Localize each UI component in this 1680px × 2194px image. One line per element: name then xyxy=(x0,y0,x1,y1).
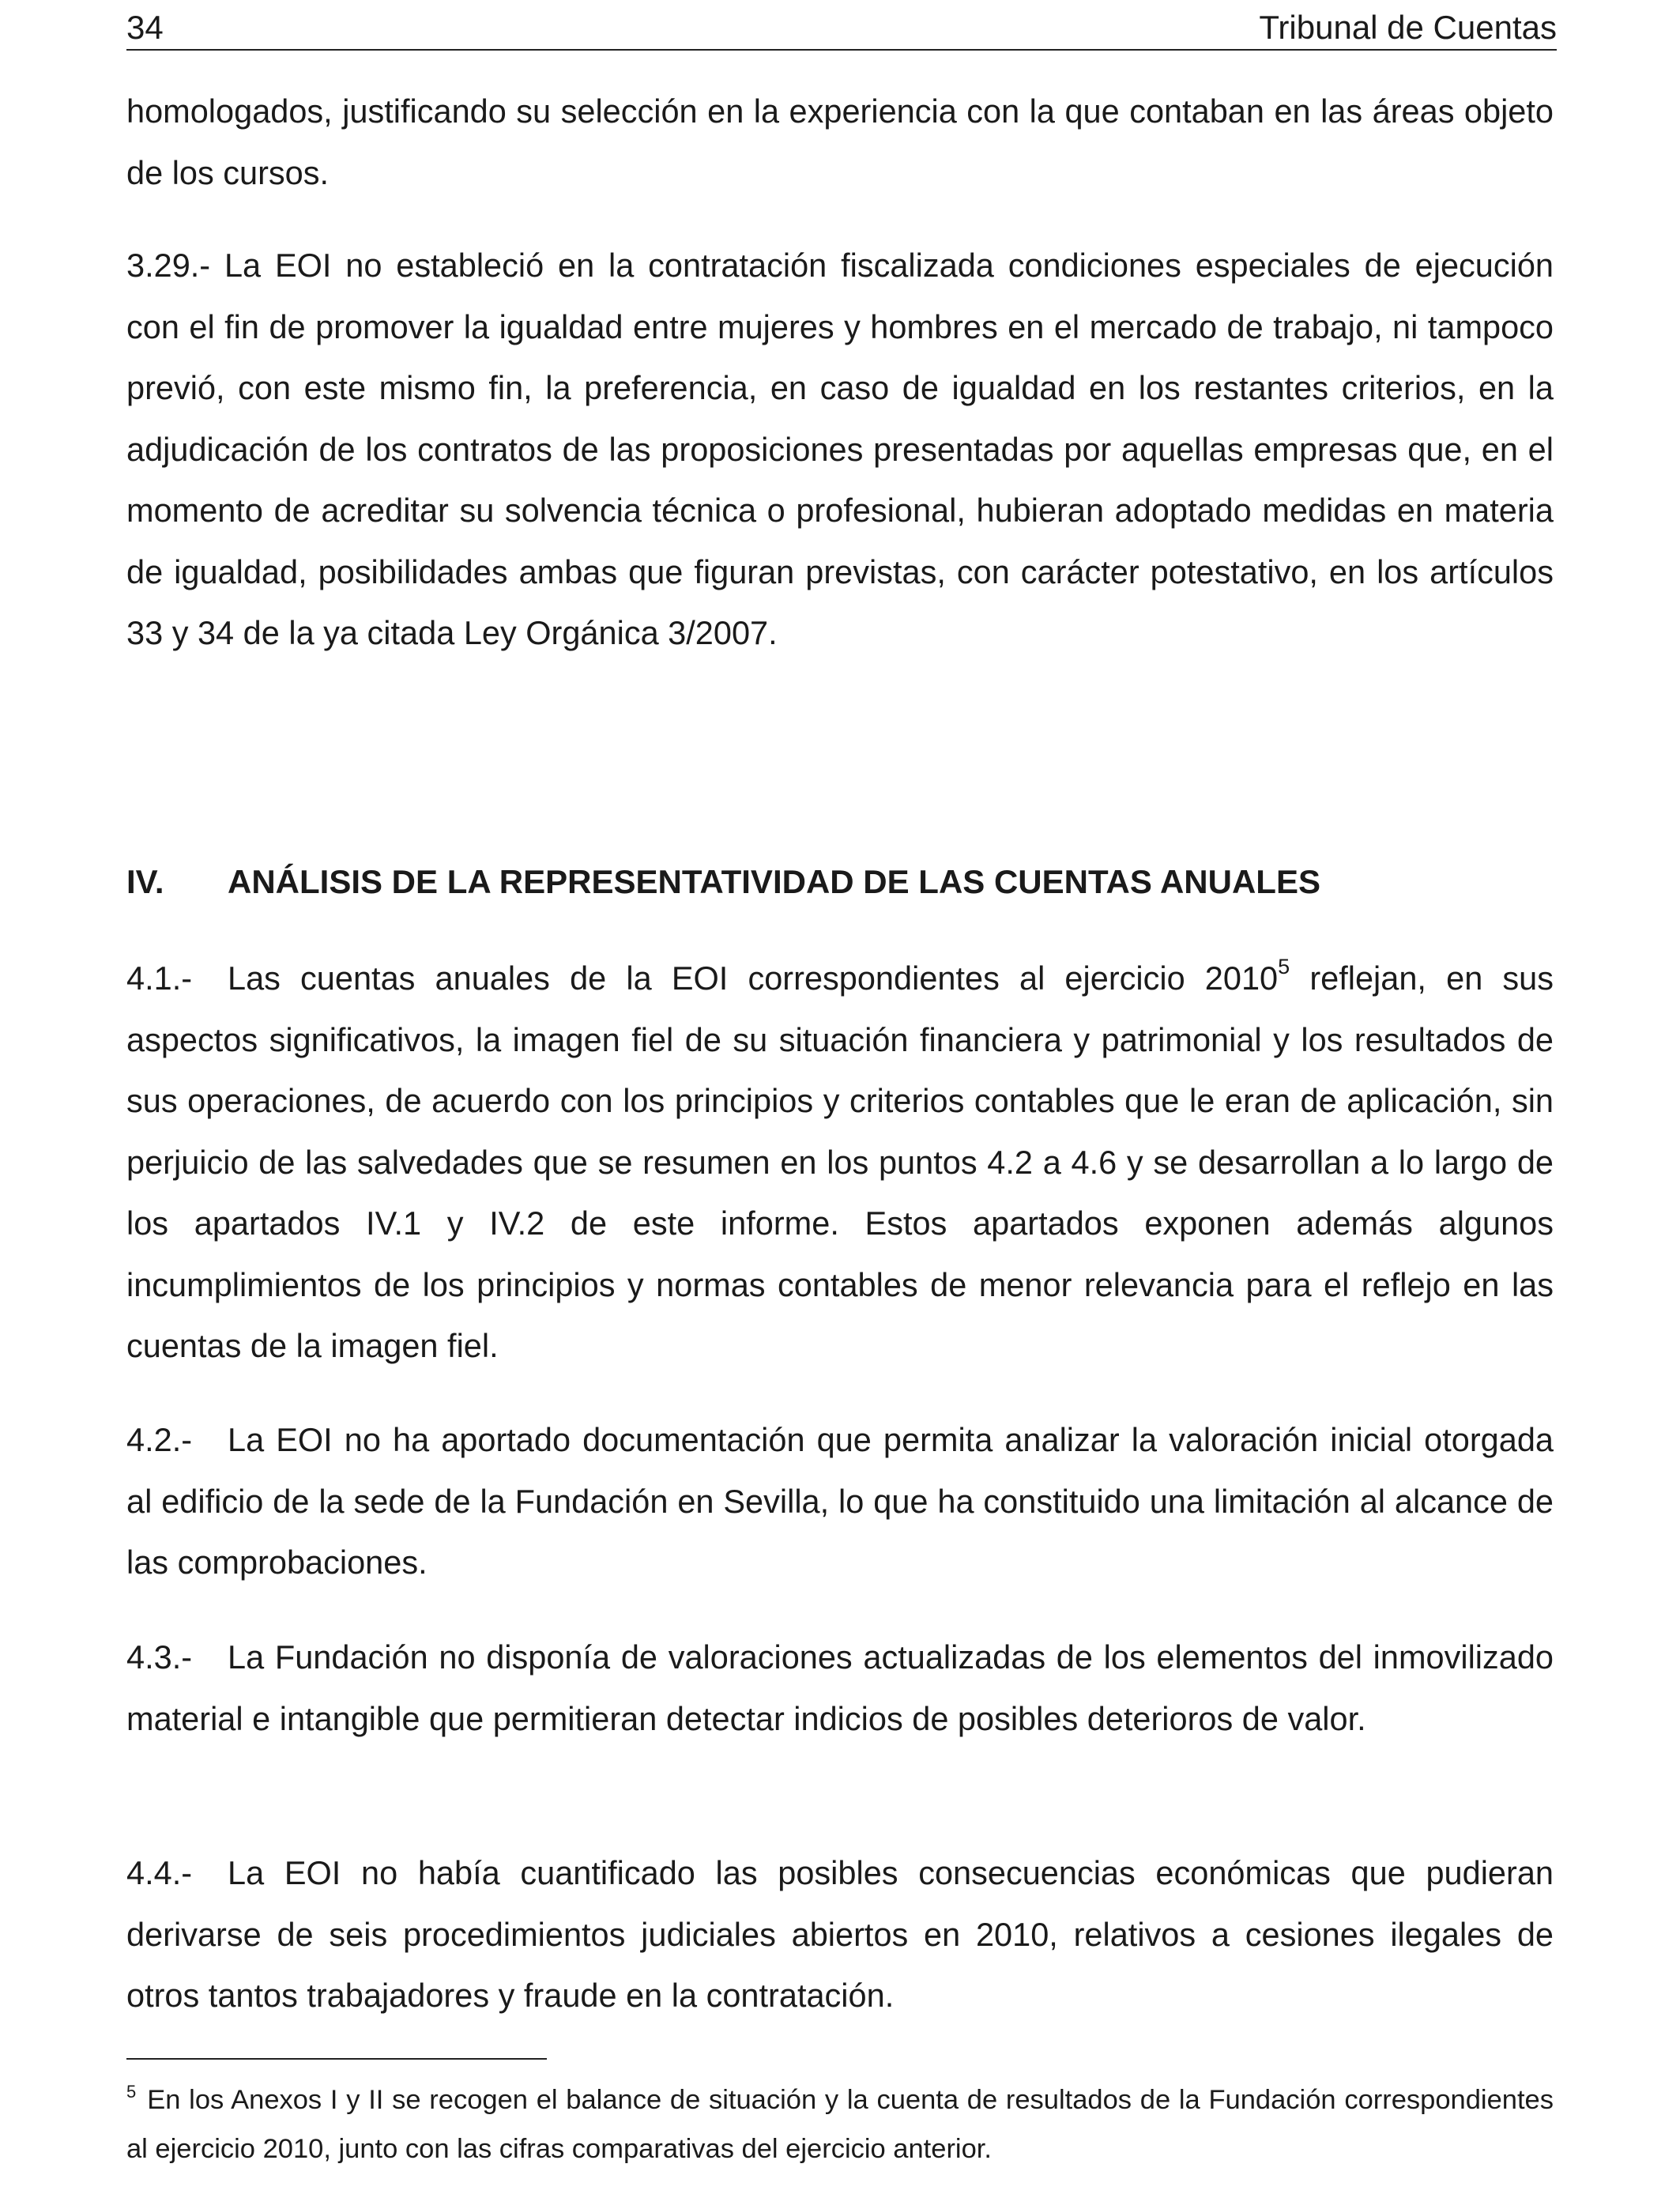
footnote-text: En los Anexos I y II se recogen el balance de situación y la cuenta de resultados de la Fundación correspondientes al ejercicio 2010, junto con las cifras comparativas del ejercicio anterior. xyxy=(126,2085,1554,2164)
footnote xyxy=(126,2075,1554,2173)
footnote-reference: 5 xyxy=(1278,955,1290,978)
paragraph-text-continued: reflejan, en sus aspectos significativos, la imagen fiel de su situación financiera y patrimonial y los resultados de sus operaciones, de acuerdo con los principios y criterios contables que le eran de aplicación, sin perjuicio de las salvedades que se resumen en los puntos 4.2 a 4.6 y se desarrollan a lo largo de los apartados IV.1 y IV.2 de este informe. Estos apartados exponen además algunos incumplimientos de los principios y normas contables de menor relevancia para el reflejo en las cuentas de la imagen fiel. xyxy=(126,959,1554,1364)
paragraph-label: 4.4.- xyxy=(126,1854,193,1891)
paragraph-4-1 xyxy=(126,948,1554,1377)
page-number: 34 xyxy=(126,9,164,46)
paragraph-text: La EOI no había cuantificado las posibles consecuencias económicas que pudieran derivarse de seis procedimientos judiciales abiertos en 2010, relativos a cesiones ilegales de otros tantos trabajadores y fraude en la contratación. xyxy=(126,1854,1554,2014)
paragraph-label: 4.3.- xyxy=(126,1638,193,1676)
paragraph-text: La EOI no estableció en la contratación fiscalizada condiciones especiales de ejecución con el fin de promover la igualdad entre mujeres y hombres en el mercado de trabajo, ni tampoco previó, con este mismo fin, la preferencia, en caso de igualdad en los restantes criterios, en la adjudicación de los contratos de las proposiciones presentadas por aquellas empresas que, en el momento de acreditar su solvencia técnica o profesional, hubieran adoptado medidas en materia de igualdad, posibilidades ambas que figuran previstas, con carácter potestativo, en los artículos 33 y 34 de la ya citada Ley Orgánica 3/2007. xyxy=(126,247,1554,651)
paragraph-text: La EOI no ha aportado documentación que permita analizar la valoración inicial otorgada al edificio de la sede de la Fundación en Sevilla, lo que ha constituido una limitación al alcance de las comprobaciones. xyxy=(126,1421,1554,1581)
paragraph-4-2 xyxy=(126,1409,1554,1593)
paragraph-text: Las cuentas anuales de la EOI correspondientes al ejercicio 2010 xyxy=(228,959,1279,997)
section-title: ANÁLISIS DE LA REPRESENTATIVIDAD DE LAS CUENTAS ANUALES xyxy=(228,863,1320,900)
paragraph-label: 3.29.- xyxy=(126,247,211,284)
paragraph-4-4 xyxy=(126,1842,1554,2026)
running-title: Tribunal de Cuentas xyxy=(1259,9,1557,46)
paragraph-4-3 xyxy=(126,1627,1554,1749)
section-number: IV. xyxy=(126,863,164,900)
paragraph-label: 4.1.- xyxy=(126,959,193,997)
page-header xyxy=(126,6,1557,51)
paragraph-continuation: homologados, justificando su selección en la experiencia con la que contaban en las áreas objeto de los cursos. xyxy=(126,92,1554,191)
section-heading xyxy=(126,860,1554,904)
footnote-separator xyxy=(126,2058,547,2060)
footnote-marker: 5 xyxy=(126,2082,137,2102)
paragraph-text: La Fundación no disponía de valoraciones actualizadas de los elementos del inmovilizado material e intangible que permitieran detectar indicios de posibles deterioros de valor. xyxy=(126,1638,1554,1737)
paragraph-3-29 xyxy=(126,235,1554,664)
paragraph-label: 4.2.- xyxy=(126,1421,193,1458)
